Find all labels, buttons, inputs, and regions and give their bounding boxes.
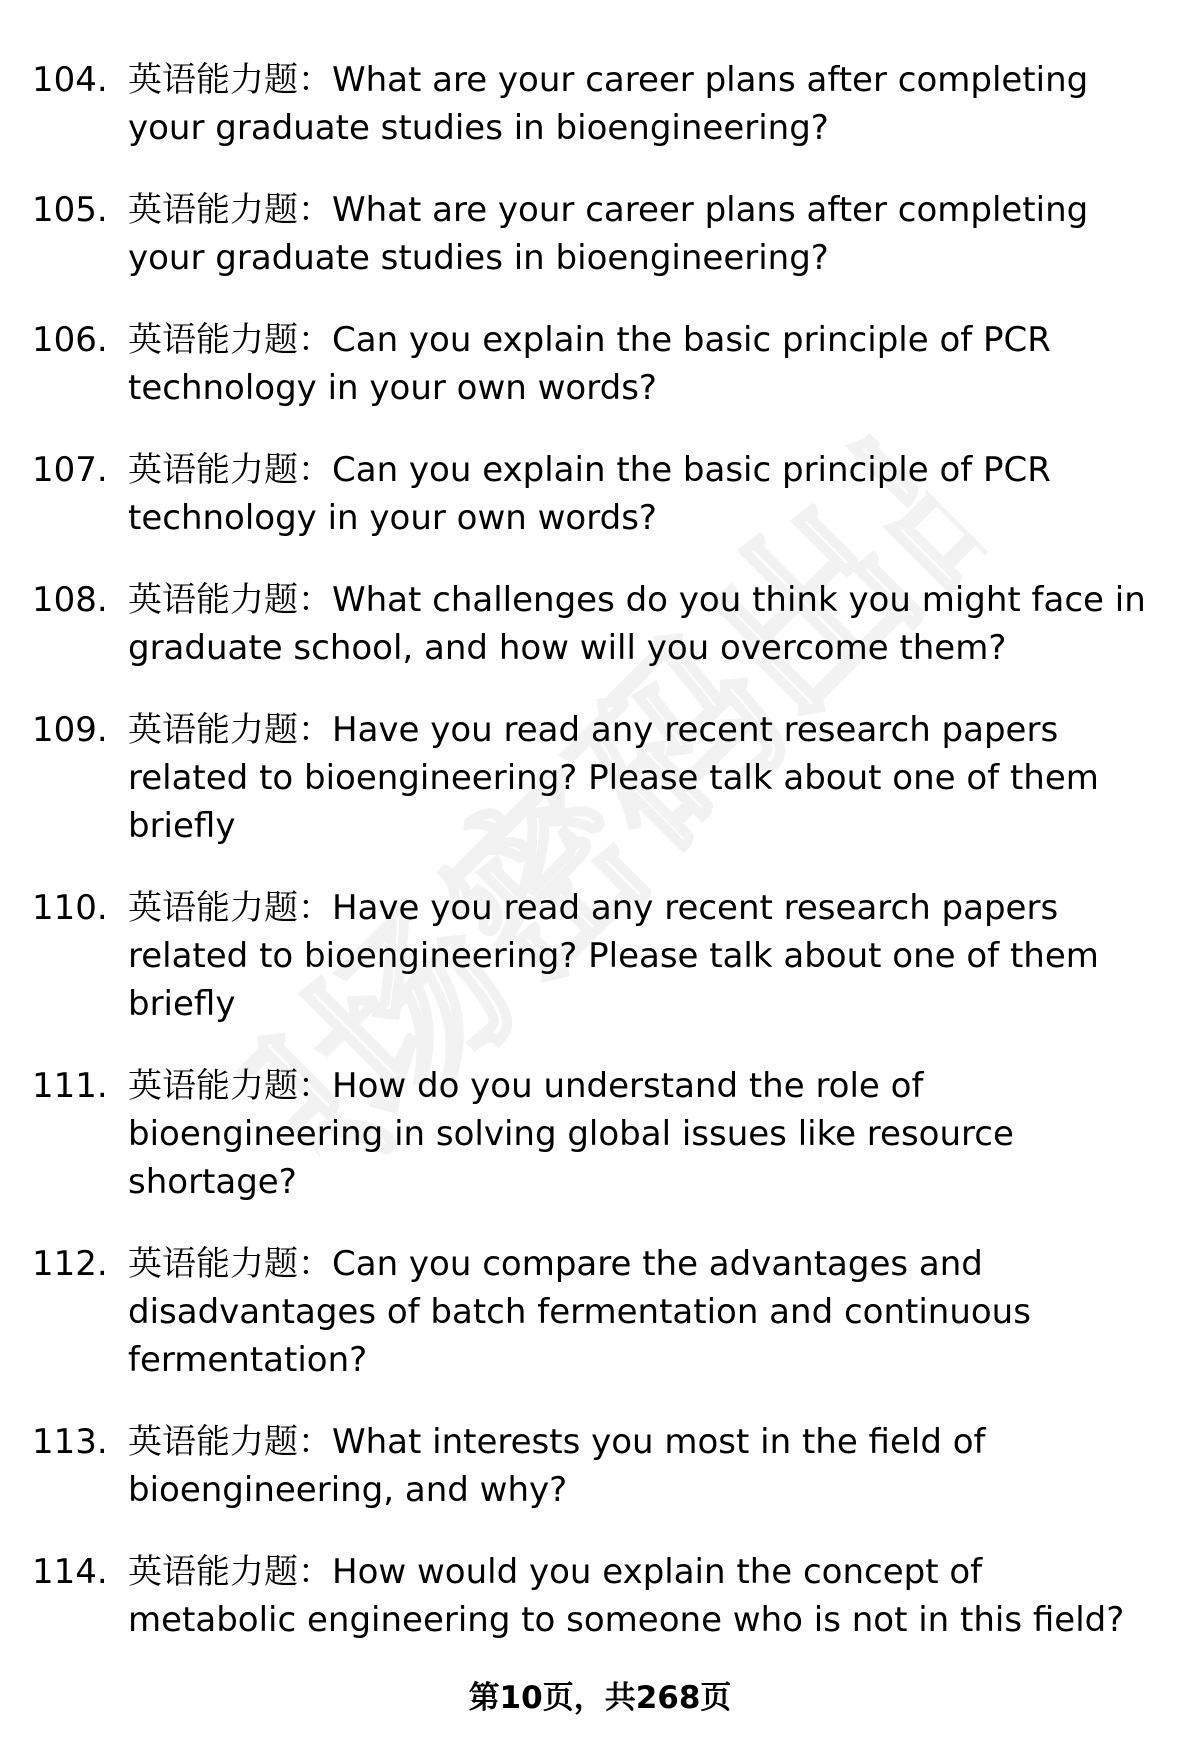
question-text: 英语能力题：What are your career plans after completing your graduate studies in bioengineering? bbox=[128, 60, 1089, 148]
question-text: 英语能力题：Have you read any recent research papers related to bioengineering? Please talk about one of them briefly bbox=[128, 710, 1099, 846]
question-text: 英语能力题：Can you compare the advantages and disadvantages of batch fermentation and continuous fermentation? bbox=[128, 1244, 1031, 1380]
question-number: 105. bbox=[32, 190, 108, 230]
question-text: 英语能力题：Can you explain the basic principle of PCR technology in your own words? bbox=[128, 450, 1051, 538]
question-number: 106. bbox=[32, 320, 108, 360]
list-item bbox=[0, 884, 1200, 1028]
question-number: 113. bbox=[32, 1422, 108, 1462]
question-text: 英语能力题：What are your career plans after completing your graduate studies in bioengineering? bbox=[128, 190, 1089, 278]
question-text: 英语能力题：Can you explain the basic principle of PCR technology in your own words? bbox=[128, 320, 1051, 408]
question-number: 111. bbox=[32, 1066, 108, 1106]
question-text: 英语能力题：Have you read any recent research papers related to bioengineering? Please talk about one of them briefly bbox=[128, 888, 1099, 1024]
list-item bbox=[0, 56, 1200, 152]
question-text: 英语能力题：What interests you most in the field of bioengineering, and why? bbox=[128, 1422, 986, 1510]
question-number: 107. bbox=[32, 450, 108, 490]
question-number: 109. bbox=[32, 710, 108, 750]
list-item bbox=[0, 1062, 1200, 1206]
watermark-text: 职场密码出品 bbox=[206, 406, 1014, 1214]
list-item bbox=[0, 446, 1200, 542]
question-number: 114. bbox=[32, 1552, 108, 1592]
question-number: 104. bbox=[32, 60, 108, 100]
question-number: 110. bbox=[32, 888, 108, 928]
list-item bbox=[0, 576, 1200, 672]
page-footer bbox=[0, 1676, 1200, 1720]
question-list bbox=[0, 56, 1200, 1678]
question-text: 英语能力题：What challenges do you think you might face in graduate school, and how will you overcome them? bbox=[128, 580, 1146, 668]
question-text: 英语能力题：How would you explain the concept of metabolic engineering to someone who is not in this field? bbox=[128, 1552, 1125, 1640]
list-item bbox=[0, 186, 1200, 282]
question-number: 112. bbox=[32, 1244, 108, 1284]
question-text: 英语能力题：How do you understand the role of bioengineering in solving global issues like resource shortage? bbox=[128, 1066, 1014, 1202]
list-item bbox=[0, 316, 1200, 412]
question-number: 108. bbox=[32, 580, 108, 620]
list-item bbox=[0, 706, 1200, 850]
list-item bbox=[0, 1418, 1200, 1514]
list-item bbox=[0, 1548, 1200, 1644]
list-item bbox=[0, 1240, 1200, 1384]
page-number-label: 第10页，共268页 bbox=[468, 1680, 732, 1716]
